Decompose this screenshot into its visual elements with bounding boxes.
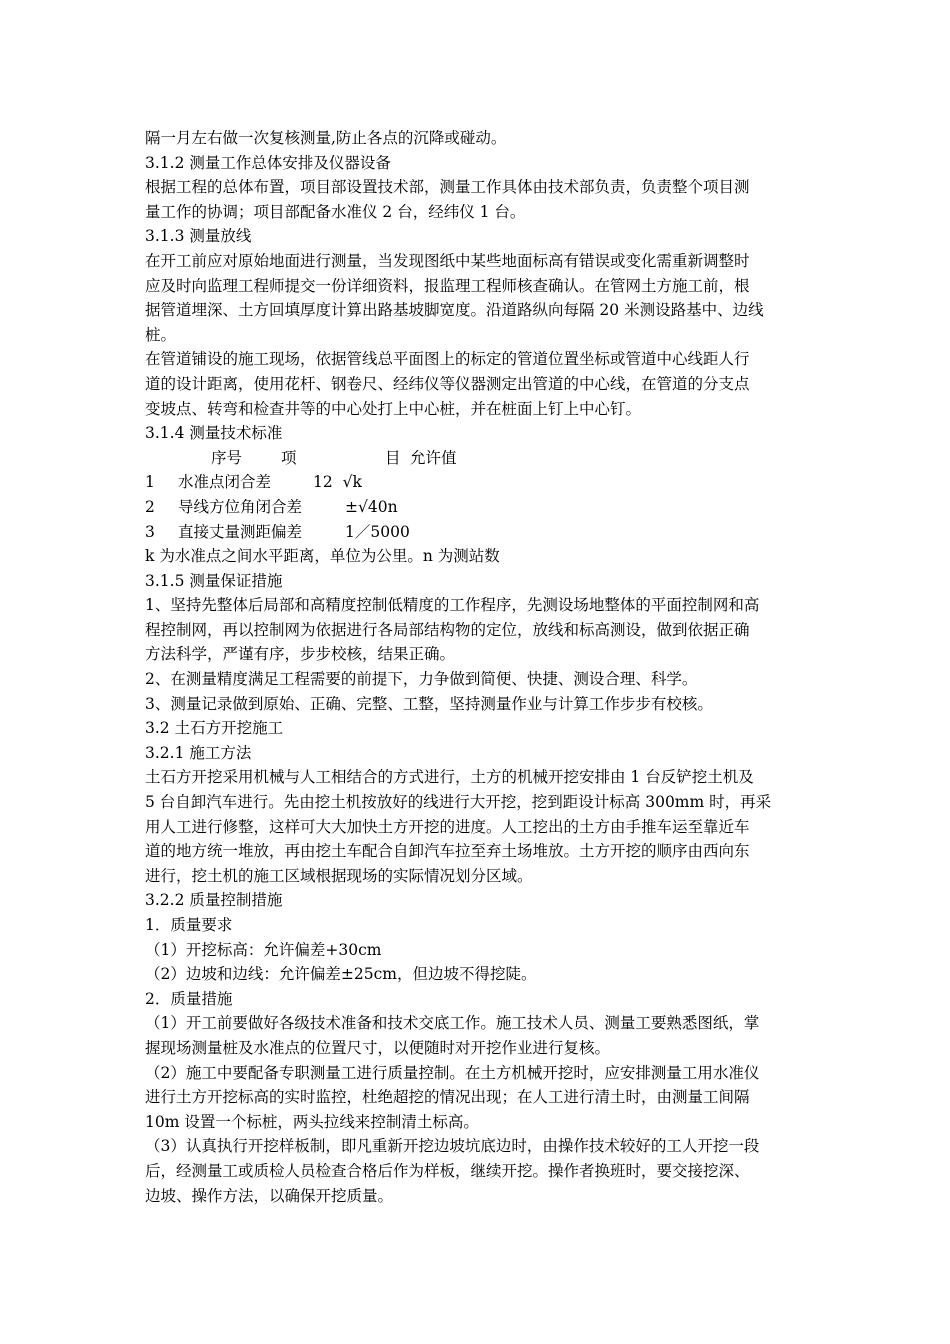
- text-line: 进行土方开挖标高的实时监控，杜绝超挖的情况出现；在人工进行清土时，由测量工间隔: [145, 1088, 750, 1107]
- text-line: 边坡、操作方法，以确保开挖质量。: [145, 1186, 394, 1205]
- text-line: 3.1.2 测量工作总体安排及仪器设备: [145, 153, 391, 172]
- text-line: 根据工程的总体布置，项目部设置技术部，测量工作具体由技术部负责，负责整个项目测: [145, 178, 750, 197]
- text-line: 3.1.5 测量保证措施: [145, 571, 283, 590]
- text-line: 程控制网，再以控制网为依据进行各局部结构物的定位，放线和标高测设，做到依据正确: [145, 620, 750, 639]
- text-line: （2）边坡和边线：允许偏差±25cm，但边坡不得挖陡。: [145, 965, 537, 984]
- text-line: 在管道铺设的施工现场，依据管线总平面图上的标定的管道位置坐标或管道中心线距人行: [145, 350, 750, 369]
- text-line: 握现场测量桩及水准点的位置尺寸，以便随时对开挖作业进行复核。: [145, 1038, 611, 1057]
- text-line: 在开工前应对原始地面进行测量，当发现图纸中某些地面标高有错误或变化需重新调整时: [145, 251, 750, 270]
- text-line: 3.2 土石方开挖施工: [145, 719, 284, 738]
- text-line: 3.2.2 质量控制措施: [145, 891, 283, 910]
- table-cell-item: 导线方位角闭合差: [178, 497, 303, 516]
- table-cell-allowance: 12 √k: [313, 473, 362, 492]
- text-line: 3、测量记录做到原始、正确、完整、工整，坚持测量作业与计算工作步步有校核。: [145, 694, 713, 713]
- text-line: 2、在测量精度满足工程需要的前提下，力争做到简便、快捷、测设合理、科学。: [145, 670, 698, 689]
- text-line: （2）施工中要配备专职测量工进行质量控制。在土方机械开挖时，应安排测量工用水准仪: [145, 1063, 760, 1082]
- table-row: [145, 520, 810, 545]
- text-line: 土石方开挖采用机械与人工相结合的方式进行，土方的机械开挖安排由 1 台反铲挖土机及: [145, 768, 754, 787]
- table-cell-no: 2: [145, 497, 155, 516]
- text-block-1: [145, 126, 810, 446]
- tolerance-table: [145, 446, 810, 544]
- text-line: 道的设计距离，使用花杆、钢卷尺、经纬仪等仪器测定出管道的中心线，在管道的分支点: [145, 374, 750, 393]
- text-line: （1）开工前要做好各级技术准备和技术交底工作。施工技术人员、测量工要熟悉图纸，掌: [145, 1014, 760, 1033]
- text-line: 方法科学，严谨有序，步步校核，结果正确。: [145, 645, 456, 664]
- table-cell-item: 直接丈量测距偏差: [178, 522, 303, 541]
- text-line: 桩。: [145, 325, 177, 344]
- table-cell-item: 水准点闭合差: [178, 473, 272, 492]
- table-cell-no: 3: [145, 522, 155, 541]
- text-line: 1．质量要求: [145, 916, 233, 934]
- text-line: 5 台自卸汽车进行。先由挖土机按放好的线进行大开挖，挖到距设计标高 300mm 时，再采: [145, 793, 772, 812]
- text-line: 量工作的协调；项目部配备水准仪 2 台，经纬仪 1 台。: [145, 202, 526, 221]
- text-line: （3）认真执行开挖样板制，即凡重新开挖边坡坑底边时，由操作技术较好的工人开挖一段: [145, 1137, 760, 1156]
- table-header-allowance: 允许值: [410, 448, 457, 467]
- table-header-no: 序号: [211, 448, 243, 467]
- text-line: 变坡点、转弯和检查井等的中心处打上中心桩，并在桩面上钉上中心钉。: [145, 399, 642, 418]
- table-header: [145, 446, 810, 471]
- text-line: 用人工进行修整，这样可大大加快土方开挖的进度。人工挖出的土方由手推车运至靠近车: [145, 817, 750, 836]
- table-header-item-a: 项: [281, 448, 297, 467]
- text-line: （1）开挖标高：允许偏差+30cm: [145, 940, 382, 959]
- table-cell-no: 1: [145, 473, 155, 492]
- text-line: 据管道埋深、土方回填厚度计算出路基坡脚宽度。沿道路纵向每隔 20 米测设路基中、边线: [145, 301, 764, 320]
- document-page: [145, 126, 810, 1208]
- table-header-item-b: 目: [385, 448, 401, 467]
- text-line: 1、坚持先整体后局部和高精度控制低精度的工作程序，先测设场地整体的平面控制网和高: [145, 596, 760, 615]
- text-line: k 为水准点之间水平距离，单位为公里。n 为测站数: [145, 547, 500, 566]
- table-cell-allowance: ±√40n: [345, 497, 398, 516]
- text-line: 应及时向监理工程师提交一份详细资料，报监理工程师核查确认。在管网土方施工前，根: [145, 276, 750, 295]
- text-line: 进行，挖土机的施工区域根据现场的实际情况划分区域。: [145, 866, 533, 885]
- table-cell-allowance: 1／5000: [345, 522, 410, 541]
- text-line: 10m 设置一个标桩，两头拉线来控制清土标高。: [145, 1112, 479, 1131]
- text-line: 3.1.4 测量技术标准: [145, 424, 283, 443]
- text-line: 2．质量措施: [145, 989, 233, 1008]
- text-line: 3.2.1 施工方法: [145, 743, 252, 762]
- table-row: [145, 470, 810, 495]
- text-line: 后，经测量工或质检人员检查合格后作为样板，继续开挖。操作者换班时，要交接挖深、: [145, 1161, 750, 1180]
- text-block-2: [145, 544, 810, 1208]
- text-line: 道的地方统一堆放，再由挖土车配合自卸汽车拉至弃土场堆放。土方开挖的顺序由西向东: [145, 842, 750, 861]
- text-line: 3.1.3 测量放线: [145, 227, 252, 246]
- text-line: 隔一月左右做一次复核测量,防止各点的沉降或碰动。: [145, 129, 507, 147]
- table-row: [145, 495, 810, 520]
